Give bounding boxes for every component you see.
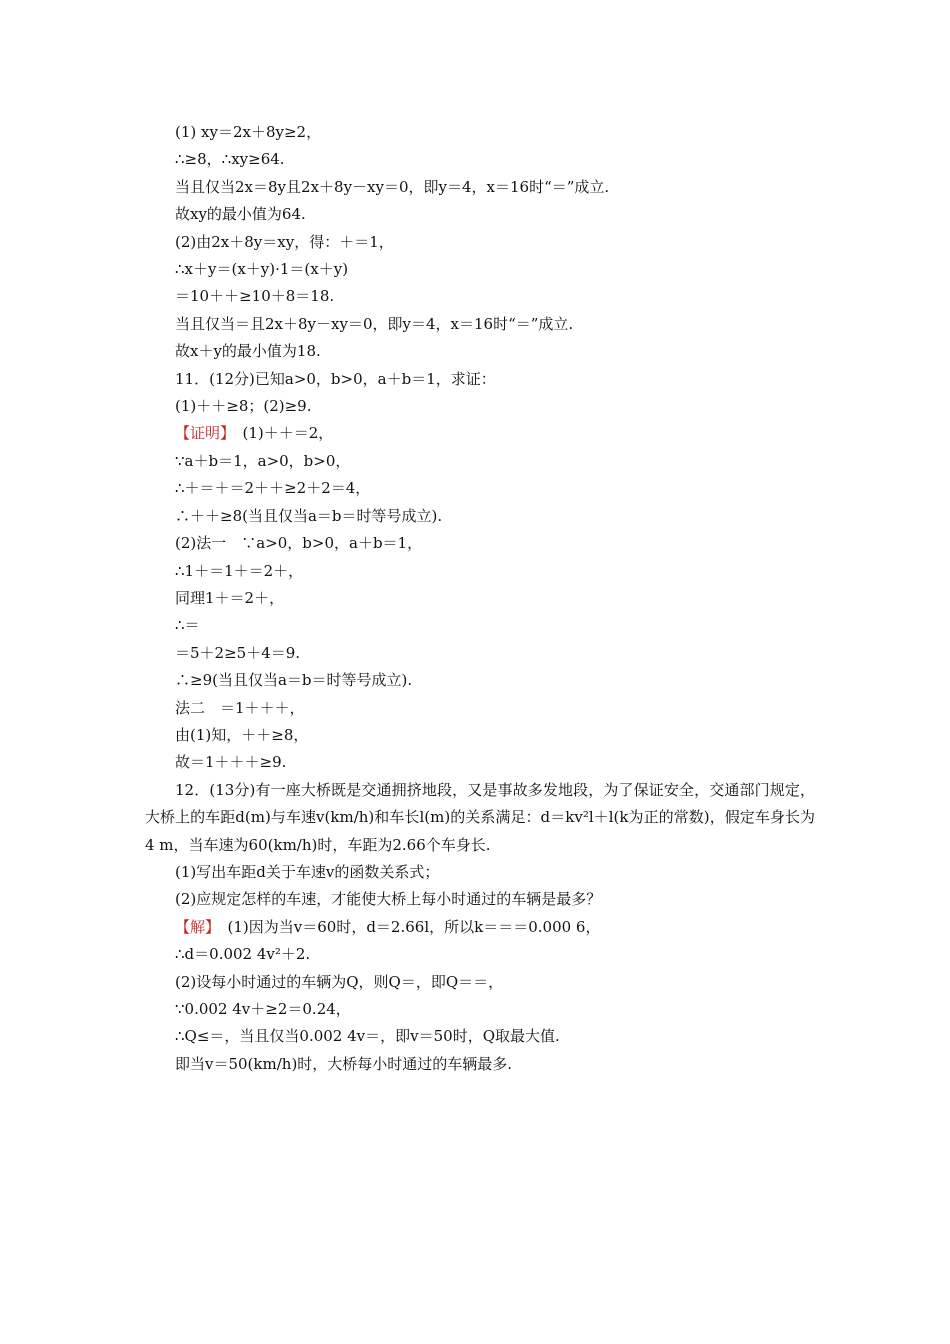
text-line: 故x＋y的最小值为18. — [175, 342, 321, 361]
proof-line: ∵a＋b＝1，a>0，b>0， — [175, 451, 351, 470]
proof-line: ＝5＋2≥5＋4＝9. — [175, 643, 301, 662]
text-line: ＝10＋＋≥10＋8＝18. — [175, 287, 335, 306]
solution-first-line — [145, 914, 815, 941]
proof-first-line — [145, 420, 815, 447]
solution-line: 即当v＝50(km/h)时，大桥每小时通过的车辆最多. — [175, 1054, 513, 1073]
solution-first-text: (1)因为当v＝60时，d＝2.66l，所以k＝＝＝0.000 6， — [212, 917, 601, 936]
solution-line: ∵0.002 4v＋≥2＝0.24， — [175, 1000, 351, 1018]
text-line: (2)由2x＋8y＝xy，得：＋＝1， — [175, 232, 394, 251]
solution-line: ∴Q≤＝，当且仅当0.002 4v＝，即v＝50时，Q取最大值. — [175, 1027, 560, 1046]
proof-line: ∴＋＋≥8(当且仅当a＝b＝时等号成立). — [175, 506, 443, 525]
proof-first-text: (1)＋＋＝2， — [227, 424, 334, 443]
proof-line: (2)法一 ∵a>0，b>0，a＋b＝1， — [175, 534, 423, 553]
solution-line: (2)设每小时通过的车辆为Q，则Q＝，即Q＝＝， — [175, 972, 504, 991]
proof-label: 【证明】 — [175, 424, 228, 443]
proof-line: ∴＝ — [175, 616, 200, 635]
proof-line: 故＝1＋＋＋≥9. — [175, 753, 287, 772]
text-line: 当且仅当＝且2x＋8y－xy＝0，即y＝4，x＝16时“＝”成立. — [175, 314, 574, 333]
solution-text — [145, 119, 815, 1078]
proof-line: 法二 ＝1＋＋＋， — [175, 698, 305, 717]
problem-11-parts: (1)＋＋≥8；(2)≥9. — [175, 397, 312, 416]
problem-12-statement: 12．(13分)有一座大桥既是交通拥挤地段，又是事故多发地段，为了保证安全，交通部门规定，大桥上的车距d(m)与车速v(km/h)和车长l(m)的关系满足：d＝kv²l＋l(k为正的常数)，假定车身长为4 m，当车速为60(km/h)时，车距为2.66个车身长. — [145, 780, 815, 854]
text-line: 当且仅当2x＝8y且2x＋8y－xy＝0，即y＝4，x＝16时“＝”成立. — [175, 177, 610, 196]
proof-line: ∴＋＝＋＝2＋＋≥2＋2＝4， — [175, 479, 371, 498]
problem-11-statement: 11．(12分)已知a>0，b>0，a＋b＝1，求证： — [175, 369, 496, 388]
problem-12-question: (2)应规定怎样的车速，才能使大桥上每小时通过的车辆是最多？ — [175, 890, 602, 909]
problem-12-question: (1)写出车距d关于车速v的函数关系式； — [175, 862, 440, 881]
proof-line: ∴≥9(当且仅当a＝b＝时等号成立). — [175, 671, 413, 690]
proof-line: 由(1)知，＋＋≥8， — [175, 725, 309, 744]
solution-label: 【解】 — [175, 917, 213, 936]
text-line: ∴≥8，∴xy≥64. — [175, 150, 285, 169]
text-line: 故xy的最小值为64. — [175, 205, 306, 224]
solution-line: ∴d＝0.002 4v²＋2. — [175, 945, 311, 964]
proof-line: 同理1＋＝2＋， — [175, 588, 285, 607]
text-line: ∴x＋y＝(x＋y)·1＝(x＋y) — [175, 260, 349, 279]
text-line: (1) xy＝2x＋8y≥2， — [175, 123, 322, 141]
proof-line: ∴1＋＝1＋＝2＋， — [175, 561, 304, 580]
